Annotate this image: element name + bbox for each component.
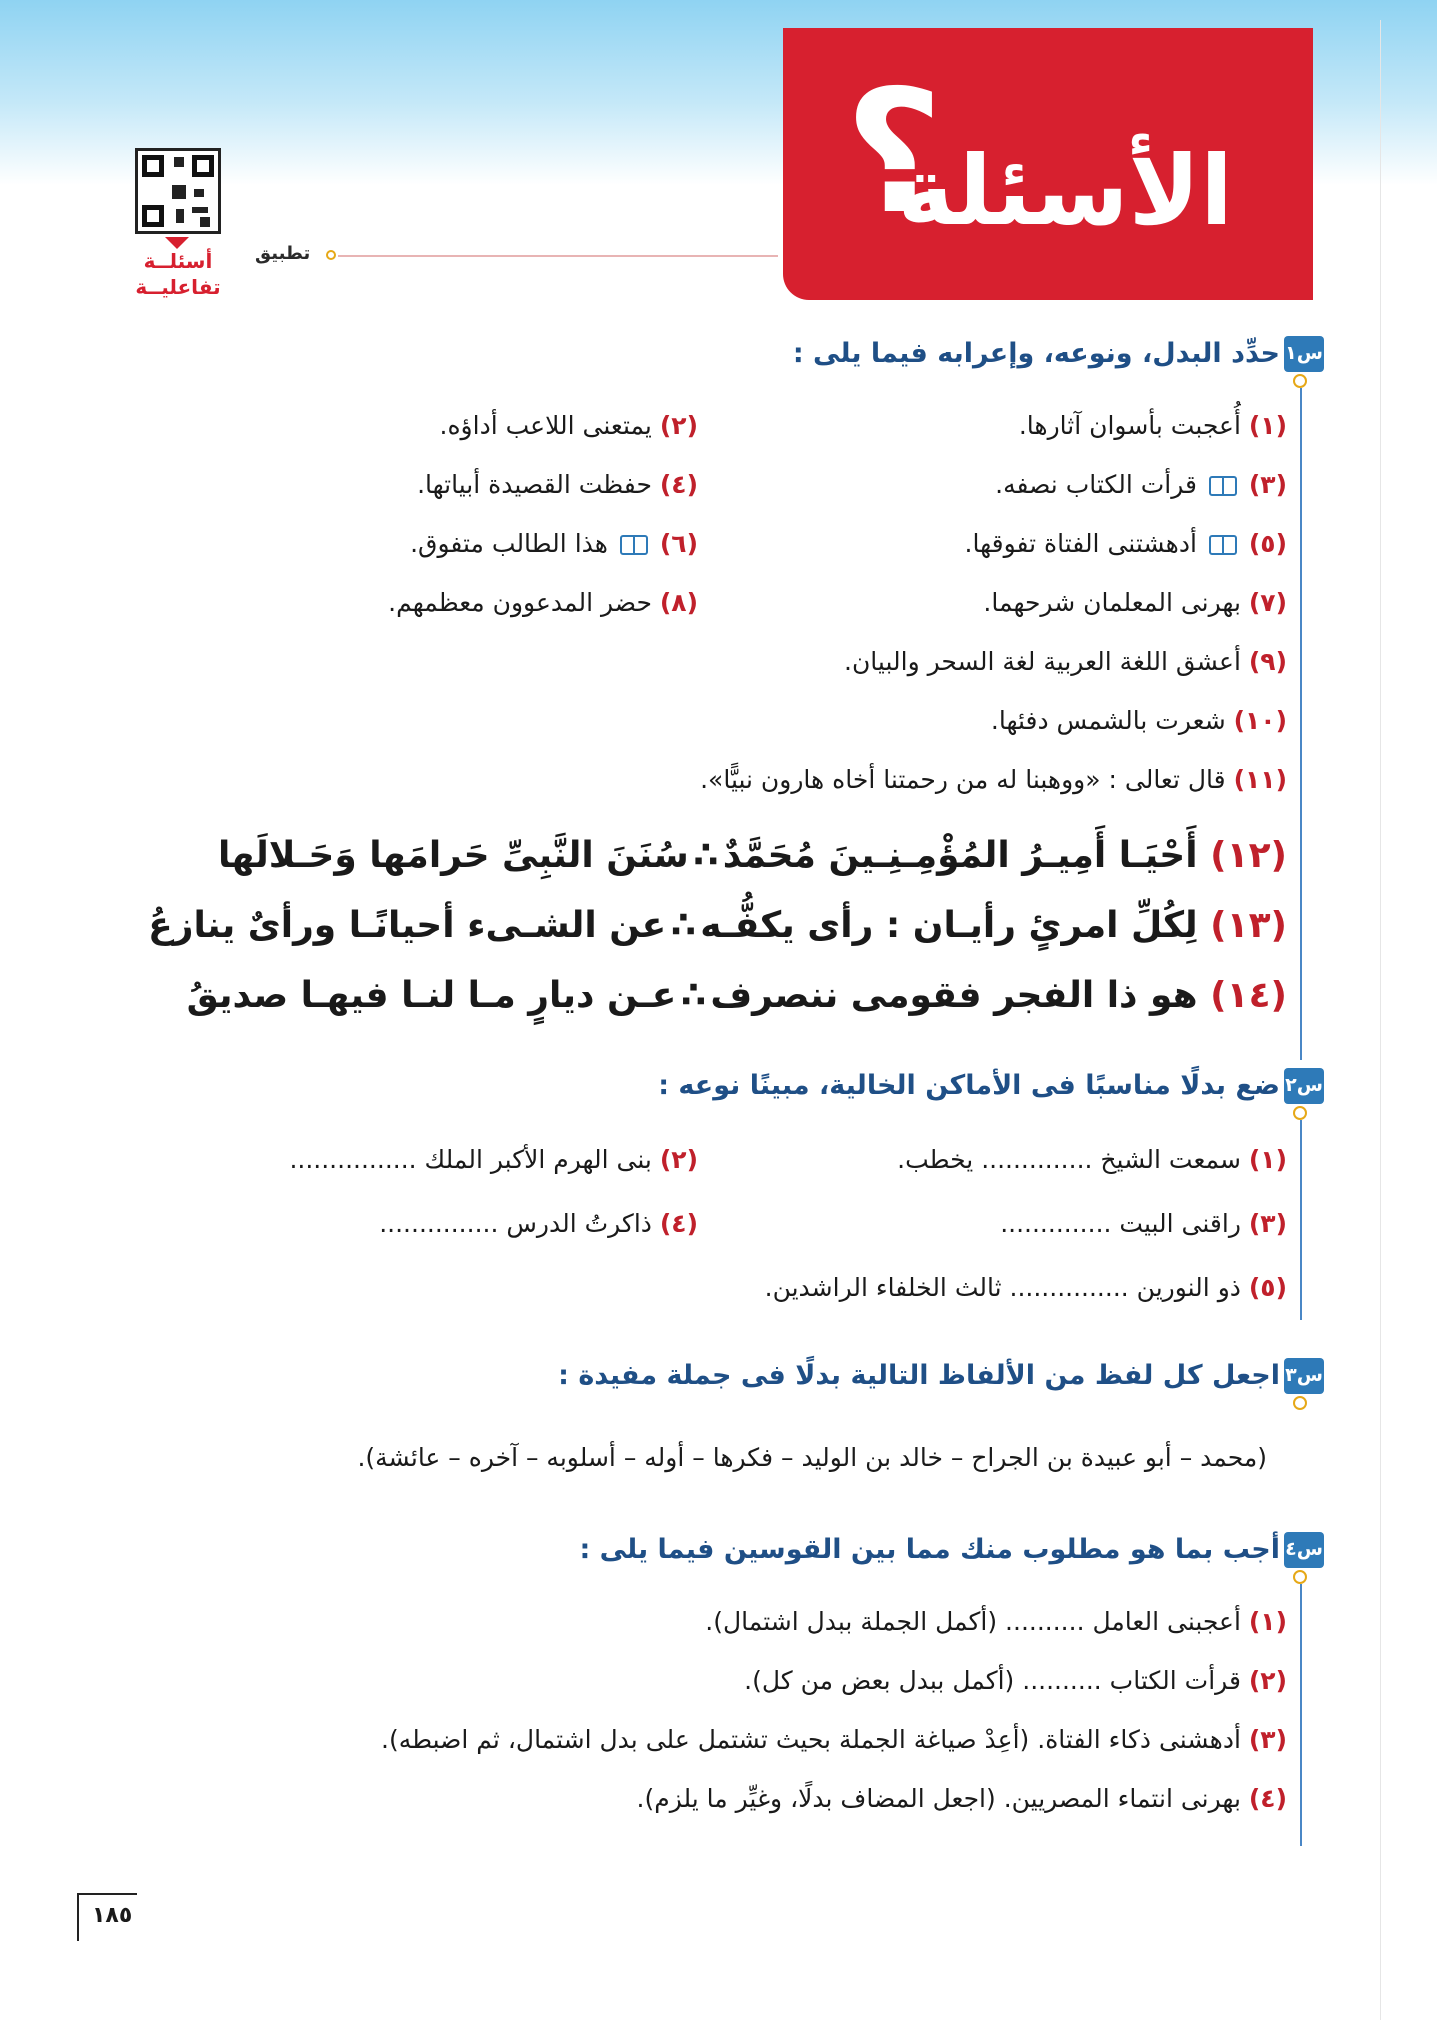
- page-number-rule: [77, 1893, 137, 1895]
- q3-badge: س٣: [1284, 1358, 1324, 1394]
- q2-badge: س٢: [1284, 1068, 1324, 1104]
- q4-heading: أجب بما هو مطلوب منك مما بين القوسين فيما يلى :: [579, 1534, 1280, 1565]
- q2-item-2: (٢) بنى الهرم الأكبر الملك ................: [289, 1145, 698, 1174]
- q1-item-13-verse: (١٣) لِكُلِّ امرئٍ رأيـان : رأى يكفُّـه∴عن الشـىء أحيانًـا ورأىٌ ينازعُ: [148, 905, 1287, 946]
- q1-heading: حدِّد البدل، ونوعه، وإعرابه فيما يلى :: [792, 338, 1280, 369]
- q1-item-9: (٩) أعشق اللغة العربية لغة السحر والبيان.: [844, 647, 1287, 676]
- q1-item-2: (٢) يمتعنى اللاعب أداؤه.: [439, 411, 698, 440]
- book-icon: [1209, 535, 1237, 555]
- q1-item-8: (٨) حضر المدعوون معظمهم.: [388, 588, 698, 617]
- page-title: الأسئلة: [897, 135, 1233, 247]
- application-tag: تطبيق: [255, 243, 311, 264]
- q3-words: (محمد – أبو عبيدة بن الجراح – خالد بن الوليد – فكرها – أوله – أسلوبه – آخره – عائشة).: [357, 1443, 1267, 1472]
- q2-heading: ضع بدلًا مناسبًا فى الأماكن الخالية، مبينًا نوعه :: [658, 1070, 1280, 1101]
- q3-dot: [1293, 1396, 1307, 1410]
- tag-line: [338, 255, 778, 257]
- q1-item-11: (١١) قال تعالى : «ووهبنا له من رحمتنا أخاه هارون نبيًّا».: [700, 765, 1287, 794]
- q4-item-1: (١) أعجبنى العامل .......... (أكمل الجملة ببدل اشتمال).: [705, 1607, 1287, 1636]
- q2-item-5: (٥) ذو النورين ............... ثالث الخلفاء الراشدين.: [764, 1273, 1287, 1302]
- q4-dot: [1293, 1570, 1307, 1584]
- q1-item-10: (١٠) شعرت بالشمس دفئها.: [990, 706, 1287, 735]
- q2-item-1: (١) سمعت الشيخ .............. يخطب.: [897, 1145, 1287, 1174]
- q4-line: [1300, 1584, 1302, 1846]
- page-number: ١٨٥: [92, 1903, 133, 1928]
- qr-code-icon[interactable]: [135, 148, 221, 234]
- page-edge: [1380, 20, 1381, 2020]
- q2-line: [1300, 1120, 1302, 1320]
- title-banner: [783, 28, 1313, 300]
- q1-line: [1300, 388, 1302, 1060]
- interactive-questions-label[interactable]: أسئلــة تفاعليــة: [135, 249, 221, 299]
- q1-item-4: (٤) حفظت القصيدة أبياتها.: [417, 470, 698, 499]
- q1-item-14-verse: (١٤) هو ذا الفجر فقومى ننصرف∴عـن ديارٍ مـا لنـا فيهـا صديقُ: [186, 975, 1287, 1016]
- q2-item-3: (٣) راقنى البيت ..............: [1000, 1209, 1287, 1238]
- book-icon: [620, 535, 648, 555]
- q2-item-4: (٤) ذاكرتُ الدرس ...............: [379, 1209, 698, 1238]
- question-mark-icon: ?: [845, 54, 944, 252]
- q1-dot: [1293, 374, 1307, 388]
- q4-badge: س٤: [1284, 1532, 1324, 1568]
- q1-item-3: (٣) قرأت الكتاب نصفه.: [995, 470, 1287, 499]
- q2-dot: [1293, 1106, 1307, 1120]
- q4-item-4: (٤) بهرنى انتماء المصريين. (اجعل المضاف بدلًا، وغيِّر ما يلزم).: [636, 1784, 1287, 1813]
- tag-dot: [326, 250, 336, 260]
- q1-item-1: (١) أُعجبت بأسوان آثارها.: [1018, 411, 1287, 440]
- q3-heading: اجعل كل لفظ من الألفاظ التالية بدلًا فى جملة مفيدة :: [558, 1360, 1280, 1391]
- q4-item-3: (٣) أدهشنى ذكاء الفتاة. (أعِدْ صياغة الجملة بحيث تشتمل على بدل اشتمال، ثم اضبطه).: [381, 1725, 1287, 1754]
- q1-badge: س١: [1284, 336, 1324, 372]
- book-icon: [1209, 476, 1237, 496]
- page-number-divider: [77, 1893, 79, 1941]
- q1-item-7: (٧) بهرنى المعلمان شرحهما.: [983, 588, 1287, 617]
- q1-item-12-verse: (١٢) أَحْيَـا أَمِيـرُ المُؤْمِـنِـينَ مُحَمَّدٌ∴سُنَنَ النَّبِىِّ حَرامَها وَحَـلالَها: [217, 835, 1287, 876]
- q1-item-5: (٥) أدهشتنى الفتاة تفوقها.: [964, 529, 1287, 558]
- q1-item-6: (٦) هذا الطالب متفوق.: [410, 529, 698, 558]
- q4-item-2: (٢) قرأت الكتاب .......... (أكمل ببدل بعض من كل).: [744, 1666, 1287, 1695]
